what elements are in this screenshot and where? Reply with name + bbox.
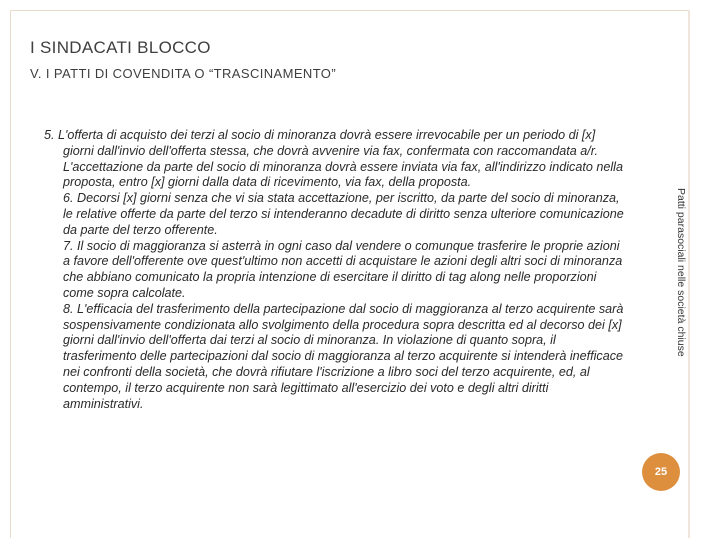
side-label: Patti parasociali nelle società chiuse xyxy=(675,188,687,357)
paragraph-5: 5. L'offerta di acquisto dei terzi al socio di minoranza dovrà essere irrevocabile per un periodo di [x] giorni dall'invio dell'offerta stessa, che dovrà avvenire via fax, confermata con raccomandata a/r. xyxy=(44,128,598,158)
slide-title: I SINDACATI BLOCCO xyxy=(30,38,211,57)
paragraph-8: 8. L'efficacia del trasferimento della partecipazione dal socio di maggioranza al terzo acquirente sarà sospensivamente condizionata allo svolgimento della procedura sopra descritta ed al decorso dei [x] giorni dall'invio dell'offerta dai terzi al socio di minoranza. In violazione di quanto sopra, il trasferimento delle partecipazioni dal socio di maggioranza al terzo acquirente si intenderà inefficace nei confronti della società, che dovrà rifiutare l'iscrizione a libro soci del terzo acquirente, ed, al contempo, il terzo acquirente non sarà legittimato all'esercizio dei voto e degli altri diritti amministrativi. xyxy=(63,301,624,411)
frame-edge xyxy=(688,10,690,538)
paragraph-6: 6. Decorsi [x] giorni senza che vi sia stata accettazione, per iscritto, da parte del socio di minoranza, le relative offerte da parte del terzo si intenderanno decadute di diritto senza ulteriore comunicazione da parte del terzo offerente. xyxy=(63,191,624,237)
body-text xyxy=(44,128,626,412)
page-number-badge: 25 xyxy=(642,453,680,491)
slide-subtitle: V. I PATTI DI COVENDITA O “TRASCINAMENTO” xyxy=(30,66,337,81)
paragraph-7: 7. Il socio di maggioranza si asterrà in ogni caso dal vendere o comunque trasferire le proprie azioni a favore dell'offerente ove quest'ultimo non accetti di acquistare le azioni degli altri soci di minoranza che abbiano comunicato la propria intenzione di esercitare il diritto di tag along nelle proporzioni come sopra calcolate. xyxy=(63,238,623,300)
paragraph-5-continued: L'accettazione da parte del socio di minoranza dovrà essere inviata via fax, all'indirizzo indicato nella proposta, entro [x] giorni dalla data di ricevimento, via fax, della proposta. xyxy=(63,159,623,190)
